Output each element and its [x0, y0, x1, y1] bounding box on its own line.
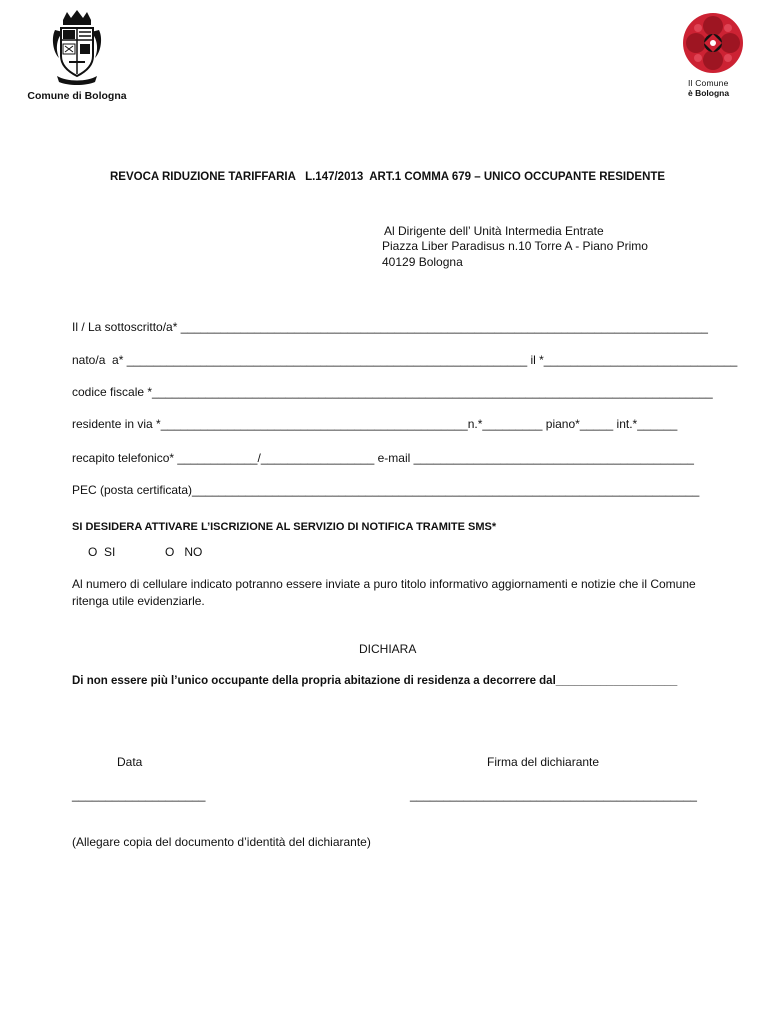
sms-option-si[interactable]: O SI: [88, 545, 116, 559]
firma-label: Firma del dichiarante: [487, 755, 600, 769]
sms-option-no[interactable]: O NO: [165, 545, 203, 559]
field-sottoscritto[interactable]: Il / La sottoscritto/a* _______________________________________________________________________________: [72, 320, 708, 334]
left-logo-caption: Comune di Bologna: [27, 90, 127, 102]
right-logo-line1: Il Comune: [688, 78, 729, 88]
recipient-line3: 40129 Bologna: [382, 255, 463, 269]
brand-pattern-icon: [682, 12, 744, 74]
dichiara-heading: DICHIARA: [359, 642, 417, 656]
field-residente[interactable]: residente in via *______________________________________________n.*_________ piano*_____ int.*______: [72, 417, 678, 431]
comune-di-bologna-logo: [24, 8, 130, 102]
footer-note: (Allegare copia del documento d’identità del dichiarante): [72, 835, 371, 849]
sms-note-line1: Al numero di cellulare indicato potranno essere inviate a puro titolo informativo aggiornamenti e notizie che il Comune: [72, 577, 696, 591]
field-recapito[interactable]: recapito telefonico* ____________/_________________ e-mail __________________________________________: [72, 451, 694, 465]
document-title: REVOCA RIDUZIONE TARIFFARIA L.147/2013 ART.1 COMMA 679 – UNICO OCCUPANTE RESIDENTE: [110, 171, 666, 183]
dichiara-statement[interactable]: Di non essere più l’unico occupante della propria abitazione di residenza a decorrere dal___________________: [72, 675, 678, 687]
right-logo-line2: è Bologna: [688, 88, 730, 98]
data-label: Data: [117, 755, 143, 769]
sms-note-line2: ritenga utile evidenziarle.: [72, 594, 205, 608]
il-comune-e-bologna-logo: [678, 12, 750, 98]
field-pec[interactable]: PEC (posta certificata)____________________________________________________________________________: [72, 483, 700, 497]
recipient-line1: Al Dirigente dell’ Unità Intermedia Entrate: [384, 224, 604, 238]
field-nato[interactable]: nato/a a* ____________________________________________________________ il *_____________________________: [72, 353, 738, 367]
firma-signature-line[interactable]: ___________________________________________: [410, 788, 697, 802]
coat-of-arms-icon: [49, 8, 105, 86]
recipient-line2: Piazza Liber Paradisus n.10 Torre A - Piano Primo: [382, 239, 648, 253]
field-codice-fiscale[interactable]: codice fiscale *____________________________________________________________________________________: [72, 385, 713, 399]
sms-heading: SI DESIDERA ATTIVARE L’ISCRIZIONE AL SERVIZIO DI NOTIFICA TRAMITE SMS*: [72, 521, 497, 533]
data-signature-line[interactable]: ____________________: [72, 788, 206, 802]
